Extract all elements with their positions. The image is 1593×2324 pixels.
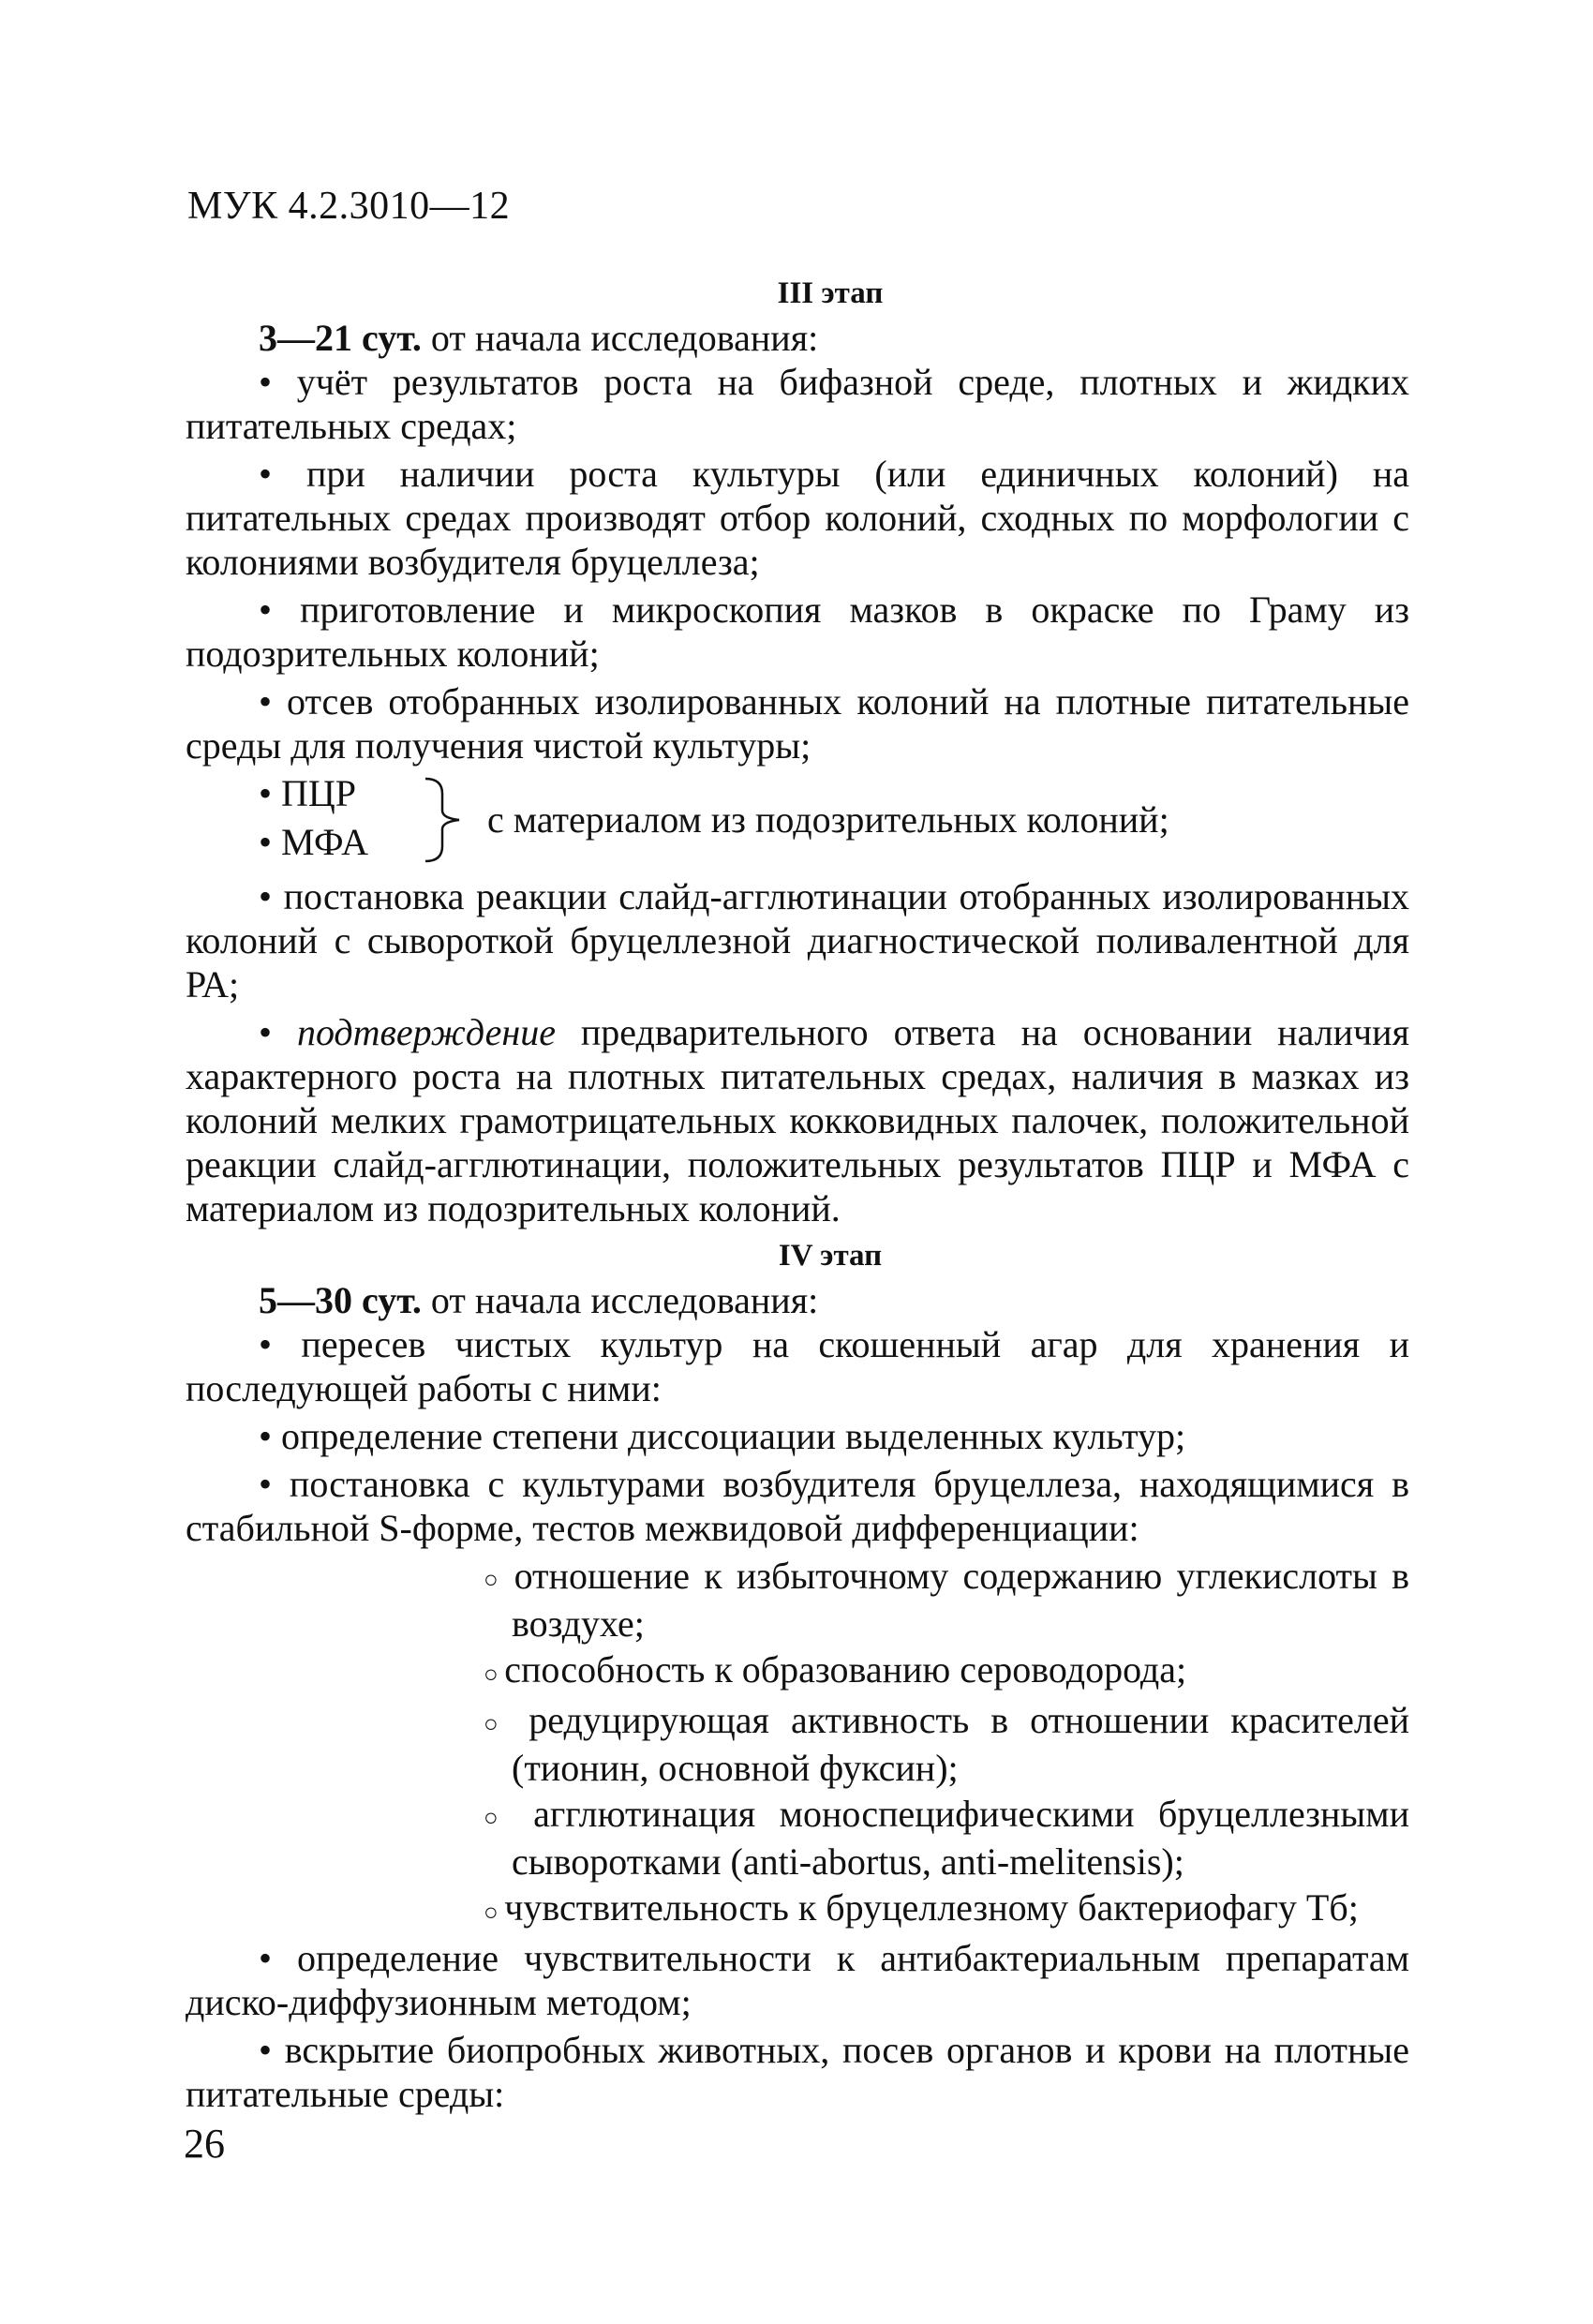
brace-note: с материалом из подозрительных колоний;: [487, 798, 1169, 841]
stage-3-days-bold: 3—21 сут.: [259, 317, 422, 359]
stage-3-item-confirm: [186, 1010, 1409, 1230]
document-code: МУК 4.2.3010—12: [187, 185, 511, 228]
brace-item-pcr: • ПЦР: [259, 771, 356, 815]
main-text: [186, 272, 1409, 2120]
stage-3-heading: III этап: [777, 276, 884, 310]
stage-3-days-rest: от начала исследования:: [421, 317, 819, 359]
curly-brace-icon: [414, 773, 480, 867]
brace-group: [186, 771, 1409, 869]
stage-4-item: • вскрытие биопробных животных, посев органов и крови на плотные питательные среды:: [186, 2028, 1409, 2116]
stage-4-subitem: ○ редуцирующая активность в отношении красителей (тионин, основной фуксин);: [401, 1698, 1409, 1790]
stage-3-item: • отсев отобранных изолированных колоний на плотные питательные среды для получения чистой культуры;: [186, 679, 1409, 767]
stage-4-subitem: ○ чувствительность к бруцеллезному бактериофагу Тб;: [401, 1885, 1409, 1933]
stage-4-item: • определение чувствительности к антибактериальным препаратам диско-диффузионным методом;: [186, 1936, 1409, 2024]
stage-4-subitem: ○ агглютинация моноспецифическими бруцеллезными сыворотками (anti-abortus, anti-melitensis);: [401, 1792, 1409, 1884]
stage-3-days: [186, 316, 1409, 360]
stage-4-item: • пересев чистых культур на скошенный агар для хранения и последующей работы с ними:: [186, 1322, 1409, 1410]
confirm-text: предварительного ответа на основании наличия характерного роста на плотных питательных средах, наличия в мазках из колоний мелких грамотрицательных кокковидных палочек, положительной реакции слайд-агглютинации, положительных результатов ПЦР и МФА с материалом из подозрительных колоний.: [186, 1011, 1409, 1229]
stage-4-days: [186, 1278, 1409, 1322]
brace-item-mfa: • МФА: [259, 820, 368, 864]
stage-3-item: • при наличии роста культуры (или единичных колоний) на питательных средах производят отбор колоний, сходных по морфологии с колониями возбудителя бруцеллеза;: [186, 452, 1409, 584]
stage-4-item: • определение степени диссоциации выделенных культур;: [186, 1414, 1409, 1458]
stage-4-subitem: ○ отношение к избыточному содержанию углекислоты в воздухе;: [401, 1554, 1409, 1646]
stage-4-days-bold: 5—30 сут.: [259, 1279, 422, 1321]
stage-3-item: • приготовление и микроскопия мазков в окраске по Граму из подозрительных колоний;: [186, 588, 1409, 676]
stage-4-heading: IV этап: [778, 1239, 883, 1273]
stage-4-subitem: ○ способность к образованию сероводорода;: [401, 1647, 1409, 1695]
stage-4-item: • постановка с культурами возбудителя бруцеллеза, находящимися в стабильной S-форме, тестов межвидовой дифференциации:: [186, 1462, 1409, 1550]
confirm-emphasis: подтверждение: [296, 1011, 556, 1053]
stage-3-item: • учёт результатов роста на бифазной среде, плотных и жидких питательных средах;: [186, 360, 1409, 448]
page-number: 26: [184, 2121, 225, 2167]
stage-4-days-rest: от начала исследования:: [421, 1279, 819, 1321]
stage-3-item-slide: • постановка реакции слайд-агглютинации отобранных изолированных колоний с сывороткой бруцеллезной диагностической поливалентной для РА;: [186, 874, 1409, 1006]
